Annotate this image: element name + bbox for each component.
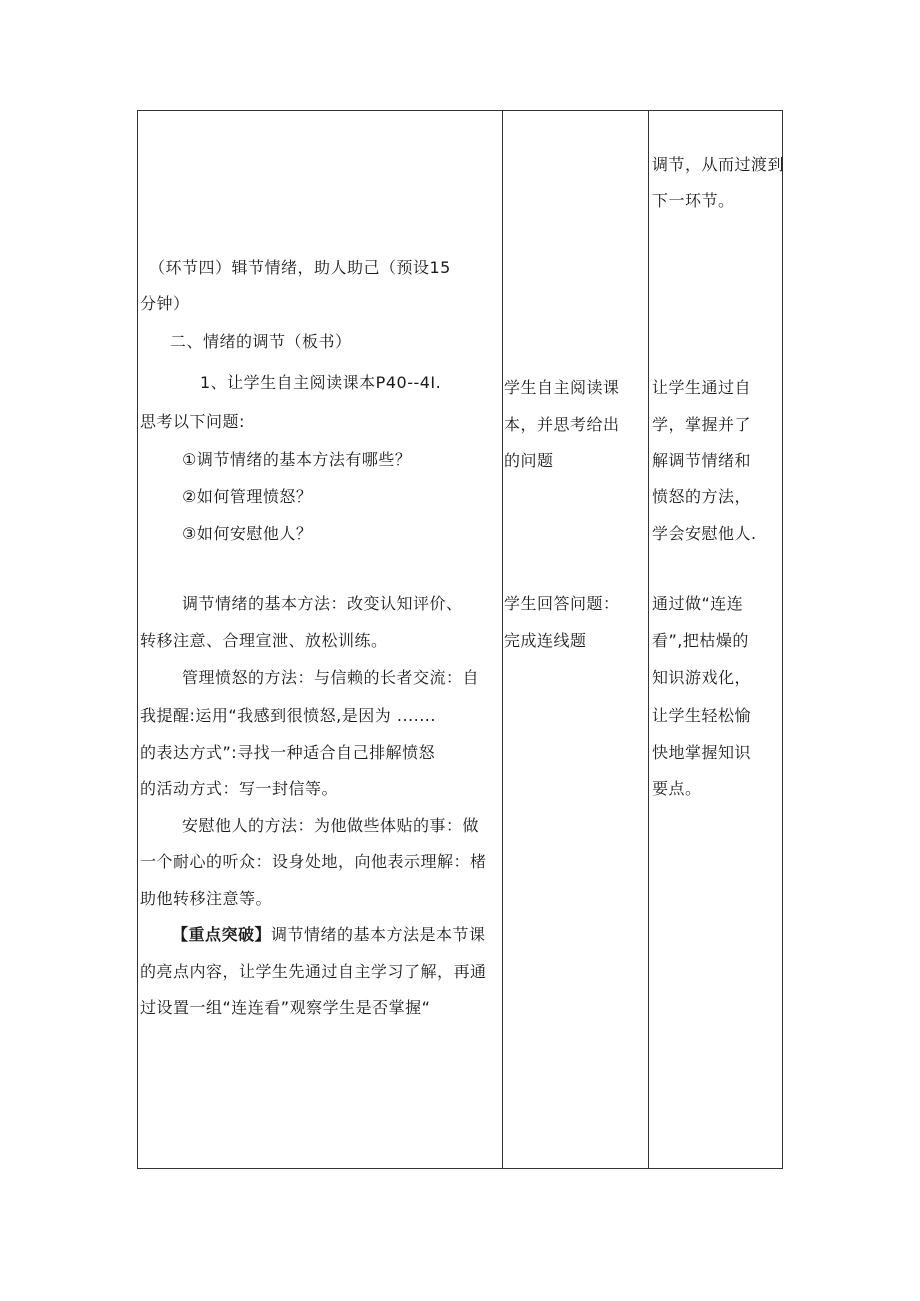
intent-t1: 调节，从而过渡到 <box>652 155 785 174</box>
basic-methods-line-1: 调节情绪的基本方法：改变认知评价、 <box>182 594 463 613</box>
comfort-line-2: 一个耐心的听众：设身处地，向他表示理解：楮 <box>140 852 487 871</box>
student-b1: 学生回答问题： <box>504 594 620 613</box>
anger-line-4: 的活动方式：写一封信等。 <box>140 779 339 798</box>
intent-d5: 快地掌握知识 <box>652 743 752 762</box>
question-3: ③如何安慰他人？ <box>182 524 313 543</box>
basic-methods-line-2: 转移注意、合理宣泄、放松训练。 <box>140 631 388 650</box>
question-2: ②如何管理愤怒？ <box>182 487 313 506</box>
intent-d2: 看”,把枯燥的 <box>652 631 749 650</box>
intent-d6: 要点。 <box>652 779 702 798</box>
student-a2: 本，并思考给出 <box>504 415 620 434</box>
section-title: （环节四）辑节情绪，助人助己（预设15 <box>149 258 451 277</box>
key-line-2: 的亮点内容，让学生先通过自主学习了解，再通 <box>140 962 487 981</box>
column-divider-2 <box>648 111 649 1168</box>
student-a3: 的问题 <box>504 451 554 470</box>
question-1: ①调节情绪的基本方法有哪些？ <box>182 450 412 469</box>
intent-d3: 知识游戏化， <box>652 668 752 687</box>
intent-c3: 解调节情绪和 <box>652 451 752 470</box>
column-divider-1 <box>502 111 503 1168</box>
comfort-line-1: 安慰他人的方法：为他做些体贴的事：做 <box>182 816 480 835</box>
anger-line-2: 我提醒:运用“我感到很愤怒,是因为 ....... <box>140 706 436 725</box>
key-label: 【重点突破】 <box>172 925 272 944</box>
key-line-1 <box>172 925 486 945</box>
section-heading: 二、情绪的调节（板书） <box>170 332 352 351</box>
intent-c4: 愤怒的方法， <box>652 487 752 506</box>
comfort-line-3: 助他转移注意等。 <box>140 889 273 908</box>
anger-line-3: 的表达方式”:寻找一种适合自己排解愤怒 <box>140 743 436 762</box>
intent-t2: 下一环节。 <box>652 191 735 210</box>
intent-d1: 通过做“连连 <box>652 594 744 613</box>
questions-intro: 思考以下问题: <box>140 412 245 431</box>
anger-line-1: 管理愤怒的方法：与信赖的长者交流：自 <box>182 668 480 687</box>
section-title-cont: 分钟） <box>140 294 190 313</box>
intent-c2: 学，掌握并了 <box>652 415 752 434</box>
intent-d4: 让学生轻松愉 <box>652 706 752 725</box>
key-line-1-text: 调节情绪的基本方法是本节课 <box>271 925 486 944</box>
key-line-3: 过设置一组“连连看”观察学生是否掌握“ <box>140 998 431 1017</box>
intent-c5: 学会安慰他人. <box>652 524 757 543</box>
student-b2: 完成连线题 <box>504 631 587 650</box>
intent-c1: 让学生通过自 <box>652 378 752 397</box>
task-line: 1、让学生自主阅读课本P40--4I. <box>200 373 442 392</box>
student-a1: 学生自主阅读课 <box>504 378 620 397</box>
